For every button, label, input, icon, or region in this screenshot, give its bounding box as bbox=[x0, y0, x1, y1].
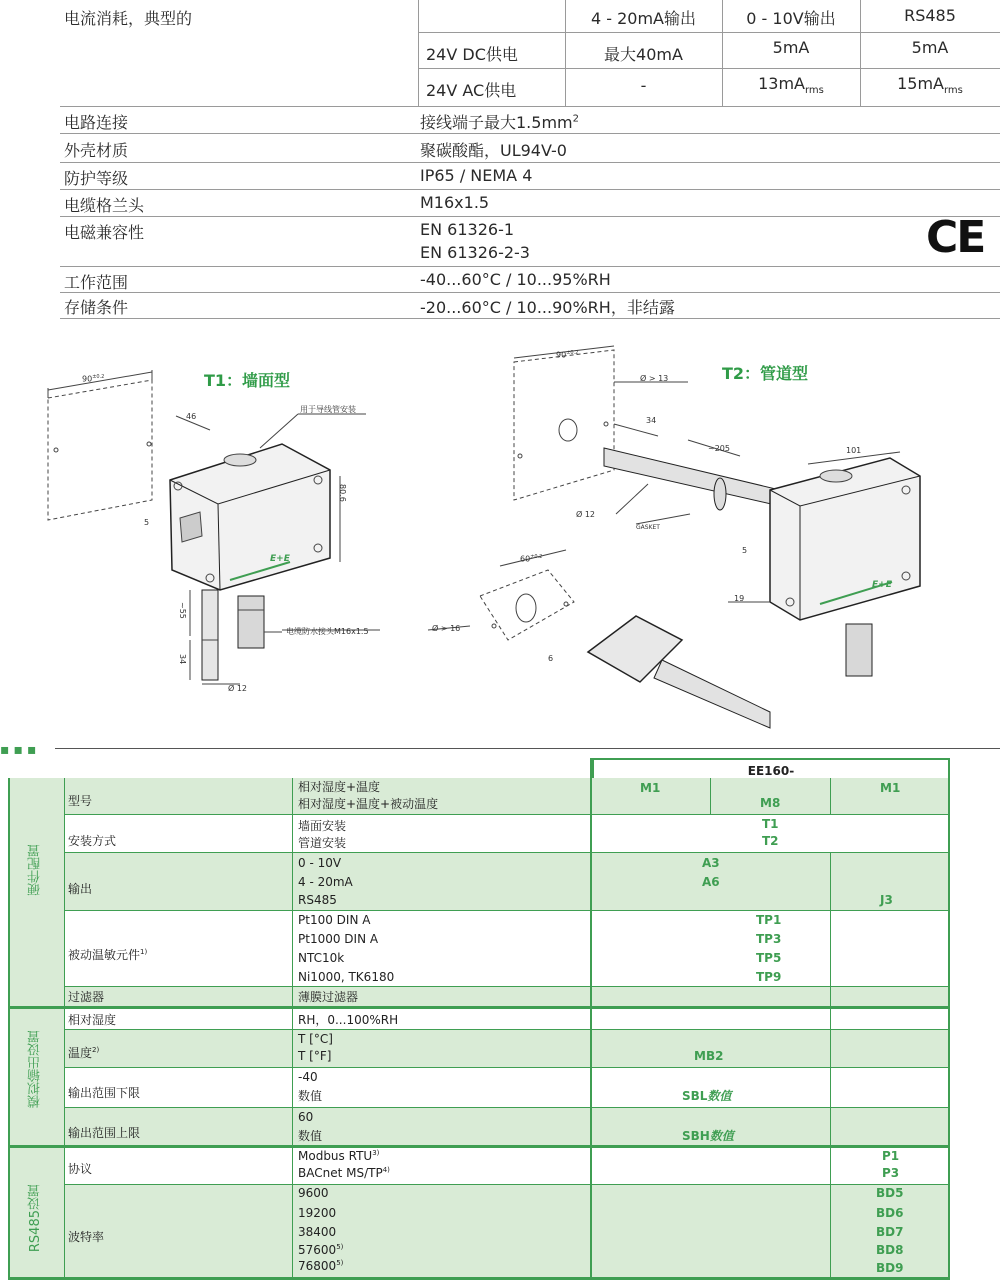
row-bg-proto bbox=[8, 1148, 950, 1184]
option: 19200 bbox=[298, 1206, 337, 1220]
spec-label: 电磁兼容性 bbox=[64, 223, 145, 242]
t2-dim-5: 5 bbox=[742, 546, 748, 555]
spec-value: -20...60°C / 10...90%RH，非结露 bbox=[420, 298, 675, 317]
code: T2 bbox=[762, 834, 779, 848]
row-separator bbox=[64, 910, 950, 911]
option: 38400 bbox=[298, 1225, 337, 1239]
grid-m8 bbox=[710, 778, 711, 814]
spec-value: 聚碳酸酯，UL94V-0 bbox=[420, 141, 567, 160]
row-bg-filter bbox=[8, 986, 950, 1006]
grid-right bbox=[948, 758, 950, 1278]
dc-value: 最大40mA bbox=[604, 45, 683, 64]
code: MB2 bbox=[694, 1049, 724, 1063]
section-analog-label: 模拟输出设置 bbox=[28, 1030, 43, 1108]
row-bg-rh bbox=[8, 1009, 950, 1029]
t1-side-port bbox=[180, 512, 202, 542]
code: P3 bbox=[882, 1166, 900, 1180]
t2-flange-hole bbox=[516, 594, 536, 622]
t1-conduit-label: 用于导线管安装 bbox=[300, 405, 356, 414]
spec-value: EN 61326-2-3 bbox=[420, 243, 530, 262]
grid-code-left bbox=[590, 758, 592, 1278]
code: TP3 bbox=[756, 932, 782, 946]
current-header: RS485 bbox=[904, 6, 956, 25]
t1-probe bbox=[202, 590, 218, 680]
row-divider bbox=[60, 133, 1000, 134]
subtable-divider bbox=[418, 32, 1000, 33]
t2-title: T2：管道型 bbox=[722, 364, 809, 383]
t2-dim-6: 6 bbox=[548, 654, 554, 663]
t2-dim-gasket bbox=[636, 514, 690, 524]
row-label-mount: 安装方式 bbox=[68, 834, 117, 848]
t1-hole bbox=[54, 448, 58, 452]
row-bg-passive bbox=[8, 910, 950, 986]
option: NTC10k bbox=[298, 951, 345, 965]
code: BD6 bbox=[876, 1206, 904, 1220]
t2-dim-19: 19 bbox=[734, 594, 745, 603]
row-separator bbox=[64, 986, 950, 987]
t1-hole bbox=[147, 442, 151, 446]
t2-dim-16: Ø > 16 bbox=[432, 624, 461, 633]
option: RH，0...100%RH bbox=[298, 1013, 399, 1027]
row-label-proto: 协议 bbox=[68, 1162, 93, 1176]
t2-dim-12: Ø 12 bbox=[576, 510, 596, 519]
t2-probe bbox=[604, 448, 780, 506]
t2-duct-plane bbox=[514, 350, 614, 500]
row-divider bbox=[60, 189, 1000, 190]
t1-logo: E+E bbox=[270, 554, 290, 564]
row-label-low: 输出范围下限 bbox=[68, 1086, 141, 1100]
code: TP5 bbox=[756, 951, 782, 965]
row-bg-mount bbox=[8, 814, 950, 852]
row-bg-model bbox=[8, 778, 950, 814]
spec-value: M16x1.5 bbox=[420, 193, 490, 212]
t1-gland bbox=[238, 596, 264, 648]
option: 墙面安装 bbox=[298, 819, 347, 833]
t2-hole bbox=[518, 454, 522, 458]
section-hardware-label: 硬件配置 bbox=[28, 844, 43, 896]
spec-value: EN 61326-1 bbox=[420, 220, 515, 239]
t1-dim-806: 80.6 bbox=[338, 484, 347, 502]
row-divider bbox=[60, 318, 1000, 319]
code: TP9 bbox=[756, 970, 782, 984]
option: 57600$^{5)}$ bbox=[298, 1243, 344, 1257]
option: T [°C] bbox=[298, 1032, 333, 1046]
spec-label: 存储条件 bbox=[64, 298, 129, 317]
row-label-model: 型号 bbox=[68, 794, 93, 808]
t2-dim-12 bbox=[616, 484, 648, 514]
spec-label: 电流消耗，典型的 bbox=[64, 9, 193, 28]
row-bg-low bbox=[8, 1067, 950, 1107]
t2-logo: E+E bbox=[872, 580, 892, 590]
t2-top-port bbox=[820, 470, 852, 482]
spec-label: 防护等级 bbox=[64, 169, 129, 188]
t2-dim-34 bbox=[614, 424, 658, 436]
code: SBL数值 bbox=[682, 1089, 732, 1103]
row-separator bbox=[64, 1029, 950, 1030]
option: 4 - 20mA bbox=[298, 875, 353, 889]
code: SBH数值 bbox=[682, 1129, 734, 1143]
option: 相对湿度+温度 bbox=[298, 780, 381, 794]
code: A3 bbox=[702, 856, 720, 870]
ac-label: 24V AC供电 bbox=[426, 81, 517, 100]
model-header: EE160- bbox=[592, 758, 950, 784]
t1-dim-conduit bbox=[260, 414, 298, 448]
code: BD8 bbox=[876, 1243, 904, 1257]
grid-m1 bbox=[830, 778, 831, 814]
spec-value: IP65 / NEMA 4 bbox=[420, 166, 533, 185]
t1-wall-plane bbox=[48, 380, 152, 520]
row-divider bbox=[60, 106, 1000, 107]
grid-rs485 bbox=[830, 852, 831, 1006]
code: A6 bbox=[702, 875, 720, 889]
t2-hole bbox=[559, 419, 577, 441]
dc-value: 5mA bbox=[911, 38, 949, 57]
spec-table bbox=[0, 0, 1000, 330]
row-label-rh: 相对湿度 bbox=[68, 1013, 117, 1027]
t2-flange-hole bbox=[492, 624, 496, 628]
dc-label: 24V DC供电 bbox=[426, 45, 518, 64]
option: 76800$^{5)}$ bbox=[298, 1259, 344, 1273]
t2-dim-90: $90^{\pm 0.2}$ bbox=[556, 350, 579, 360]
option: Modbus RTU$^{3)}$ bbox=[298, 1149, 380, 1163]
spec-label: 外壳材质 bbox=[64, 141, 129, 160]
option: 数值 bbox=[298, 1089, 323, 1103]
option: BACnet MS/TP$^{4)}$ bbox=[298, 1166, 390, 1180]
section-rs485-label: RS485设置 bbox=[28, 1184, 43, 1253]
option: 相对湿度+温度+被动温度 bbox=[298, 797, 439, 811]
spec-label: 电路连接 bbox=[64, 113, 129, 132]
t1-gland-label: 电缆防水接头M16x1.5 bbox=[286, 627, 369, 636]
option: -40 bbox=[298, 1070, 318, 1084]
grid-rs485 bbox=[830, 1009, 831, 1278]
current-header: 0 - 10V输出 bbox=[746, 9, 836, 28]
t1-dim-5: 5 bbox=[144, 518, 150, 527]
t1-dim-34: 34 bbox=[178, 654, 187, 665]
grid-opts bbox=[292, 778, 293, 1278]
spec-value: 接线端子最大$1.5mm^2$ bbox=[420, 113, 579, 132]
option: 60 bbox=[298, 1110, 314, 1124]
row-bg-baud bbox=[8, 1184, 950, 1278]
ac-value: $15mA_{rms}$ bbox=[897, 74, 963, 97]
row-separator bbox=[64, 1067, 950, 1068]
t1-dim-46: 46 bbox=[186, 412, 197, 421]
row-label-high: 输出范围上限 bbox=[68, 1126, 141, 1140]
t2-gasket-label: GASKET bbox=[636, 524, 660, 531]
t2-gasket bbox=[714, 478, 726, 510]
row-divider bbox=[60, 266, 1000, 267]
option: 管道安装 bbox=[298, 836, 347, 850]
option: 9600 bbox=[298, 1186, 329, 1200]
option: T [°F] bbox=[298, 1049, 332, 1063]
row-separator bbox=[64, 814, 950, 815]
option: Pt100 DIN A bbox=[298, 913, 371, 927]
subtable-vline bbox=[418, 0, 419, 106]
code: J3 bbox=[880, 893, 893, 907]
code: BD9 bbox=[876, 1261, 904, 1275]
option: 薄膜过滤器 bbox=[298, 990, 359, 1004]
row-label-filter: 过滤器 bbox=[68, 990, 105, 1004]
option: 数值 bbox=[298, 1129, 323, 1143]
grid-left bbox=[8, 778, 10, 1278]
t2-dim-205: ~205 bbox=[708, 444, 730, 453]
row-label-passive: 被动温敏元件$^{1)}$ bbox=[68, 948, 148, 962]
row-bg-output bbox=[8, 852, 950, 910]
code: T1 bbox=[762, 817, 779, 831]
row-label-temp: 温度$^{2)}$ bbox=[68, 1046, 100, 1060]
drawing-svg bbox=[0, 340, 1000, 740]
row-divider bbox=[60, 162, 1000, 163]
grid-label bbox=[64, 778, 65, 1278]
ce-mark-logo: CE bbox=[926, 212, 985, 263]
t2-flange-plane bbox=[480, 570, 574, 640]
code: BD5 bbox=[876, 1186, 904, 1200]
row-label-output: 输出 bbox=[68, 882, 93, 896]
t2-flange-probe bbox=[654, 660, 770, 728]
row-divider bbox=[60, 216, 1000, 217]
section-separator bbox=[8, 1006, 950, 1009]
code: BD7 bbox=[876, 1225, 904, 1239]
row-separator bbox=[64, 1184, 950, 1185]
spec-value: -40...60°C / 10...95%RH bbox=[420, 270, 611, 289]
code: M1 bbox=[640, 781, 661, 795]
row-divider bbox=[60, 292, 1000, 293]
spec-label: 工作范围 bbox=[64, 273, 129, 292]
t2-dim-34: 34 bbox=[646, 416, 657, 425]
code: P1 bbox=[882, 1149, 900, 1163]
section-separator bbox=[8, 1145, 950, 1148]
t1-dim-90: $90^{\pm 0.2}$ bbox=[82, 374, 105, 384]
ac-value: $13mA_{rms}$ bbox=[758, 74, 824, 97]
t2-dim-13: Ø > 13 bbox=[640, 374, 669, 383]
t1-dim-55: ~55 bbox=[178, 602, 187, 619]
option: 0 - 10V bbox=[298, 856, 342, 870]
spec-label: 电缆格兰头 bbox=[64, 196, 145, 215]
dimension-drawings bbox=[0, 340, 1000, 740]
ac-value: - bbox=[640, 76, 647, 95]
option: Ni1000, TK6180 bbox=[298, 970, 395, 984]
row-bg-high bbox=[8, 1107, 950, 1145]
t1-top-port bbox=[224, 454, 256, 466]
code: TP1 bbox=[756, 913, 782, 927]
code: M8 bbox=[760, 796, 781, 810]
t2-flange-hole bbox=[564, 602, 568, 606]
current-header: 4 - 20mA输出 bbox=[590, 9, 697, 28]
subtable-divider bbox=[418, 68, 1000, 69]
t1-dim-12: Ø 12 bbox=[228, 684, 248, 693]
t2-dim-101: 101 bbox=[846, 446, 862, 455]
ordering-guide bbox=[0, 742, 1000, 1280]
header-line bbox=[55, 748, 1000, 749]
t1-title: T1：墙面型 bbox=[204, 371, 291, 390]
t2-dim-60: $60^{\pm 0.2}$ bbox=[520, 554, 543, 564]
row-separator bbox=[64, 1107, 950, 1108]
row-label-baud: 波特率 bbox=[68, 1230, 105, 1244]
code: M1 bbox=[880, 781, 901, 795]
header-dots: ▪▪▪ bbox=[0, 742, 41, 758]
dc-value: 5mA bbox=[772, 38, 810, 57]
option: RS485 bbox=[298, 893, 337, 907]
row-bg-temp bbox=[8, 1029, 950, 1067]
option: Pt1000 DIN A bbox=[298, 932, 379, 946]
t2-hole bbox=[604, 422, 608, 426]
t2-gland bbox=[846, 624, 872, 676]
row-separator bbox=[64, 852, 950, 853]
